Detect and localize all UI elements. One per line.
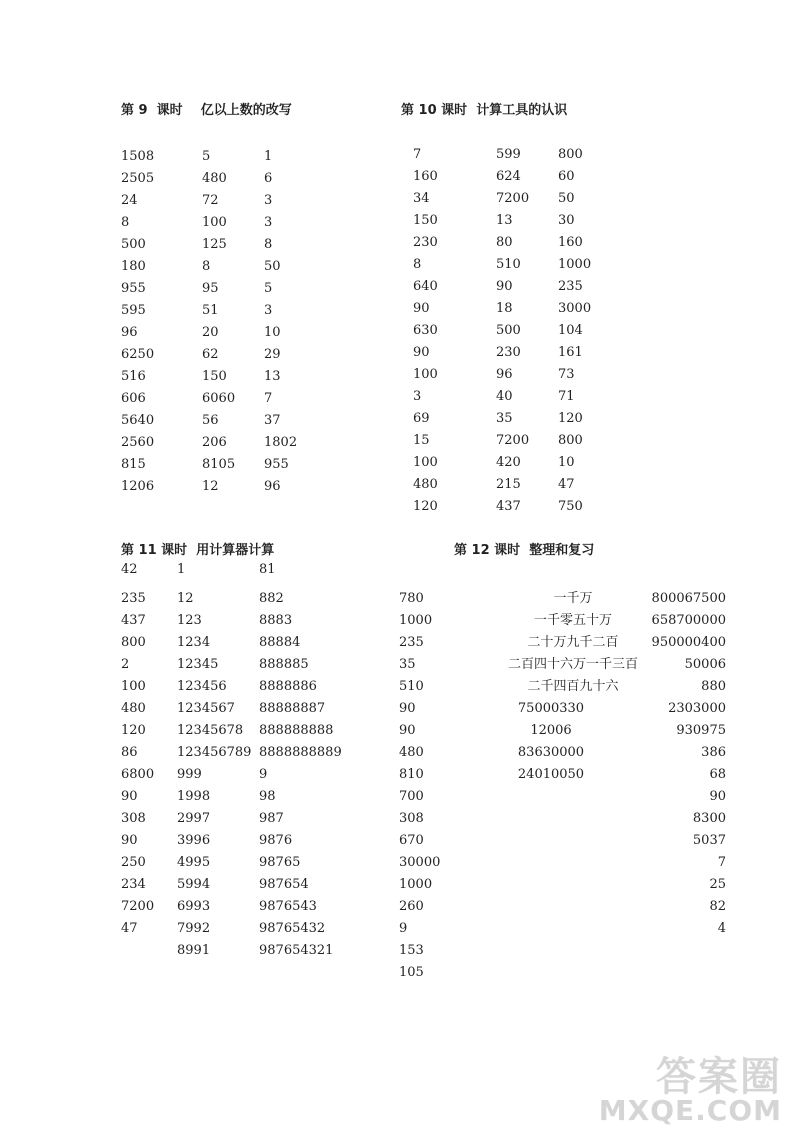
cell: 96 <box>264 479 281 494</box>
cell: 6250 <box>121 347 155 362</box>
cell: 8 <box>202 259 211 274</box>
cell: 10 <box>558 455 575 470</box>
cell: 1000 <box>558 257 592 272</box>
cell: 250 <box>121 855 146 870</box>
cell: 90 <box>121 789 138 804</box>
cell: 96 <box>496 367 513 382</box>
cell: 9876543 <box>259 899 317 914</box>
cell: 800 <box>558 147 583 162</box>
cell: 882 <box>259 591 284 606</box>
cell: 6993 <box>177 899 211 914</box>
section12-heading: 第 12 课时 整理和复习 <box>454 543 595 558</box>
cell: 30 <box>558 213 575 228</box>
cell: 206 <box>202 435 227 450</box>
cell: 40 <box>496 389 513 404</box>
cell: 125 <box>202 237 227 252</box>
cell: 2303000 <box>668 701 726 716</box>
cell: 1206 <box>121 479 155 494</box>
cell: 2997 <box>177 811 211 826</box>
cell: 516 <box>121 369 146 384</box>
cell: 12006 <box>530 723 572 738</box>
s11-first-c: 81 <box>259 562 276 577</box>
cell: 95 <box>202 281 219 296</box>
cell: 90 <box>399 701 416 716</box>
cell: 930975 <box>676 723 726 738</box>
cell: 6 <box>264 171 273 186</box>
cell: 35 <box>399 657 416 672</box>
cell: 100 <box>121 679 146 694</box>
cell: 3 <box>264 193 273 208</box>
cell: 5994 <box>177 877 211 892</box>
cell: 1234 <box>177 635 211 650</box>
cell: 100 <box>413 367 438 382</box>
cell: 5037 <box>692 833 726 848</box>
cell: 20 <box>202 325 219 340</box>
cell: 150 <box>202 369 227 384</box>
s9-col2 <box>202 146 235 498</box>
cell: 12 <box>202 479 219 494</box>
cell: 1234567 <box>177 701 235 716</box>
cell: 9876 <box>259 833 293 848</box>
s11-col4 <box>399 588 440 984</box>
cell: 72 <box>202 193 219 208</box>
cell: 47 <box>121 921 138 936</box>
cell: 955 <box>264 457 289 472</box>
watermark <box>598 1054 782 1127</box>
cell: 230 <box>496 345 521 360</box>
cell: 68 <box>709 767 726 782</box>
s10-col2 <box>496 144 529 518</box>
cell: 420 <box>496 455 521 470</box>
cell: 二十万九千二百 <box>527 635 619 650</box>
cell: 1508 <box>121 149 155 164</box>
cell: 60 <box>558 169 575 184</box>
cell: 7 <box>264 391 273 406</box>
s9-col3 <box>264 146 297 498</box>
cell: 180 <box>121 259 146 274</box>
cell: 12 <box>177 591 194 606</box>
cell: 215 <box>496 477 521 492</box>
cell: 24 <box>121 193 138 208</box>
cell: 480 <box>121 701 146 716</box>
cell: 800067500 <box>651 591 726 606</box>
cell: 888888888 <box>259 723 334 738</box>
cell: 98 <box>259 789 276 804</box>
section10-heading: 第 10 课时 计算工具的认识 <box>401 103 568 118</box>
cell: 98765 <box>259 855 301 870</box>
cell: 88884 <box>259 635 301 650</box>
cell: 3996 <box>177 833 211 848</box>
cell: 71 <box>558 389 575 404</box>
cell: 606 <box>121 391 146 406</box>
cell: 260 <box>399 899 424 914</box>
cell: 69 <box>413 411 430 426</box>
cell: 510 <box>399 679 424 694</box>
cell: 12345678 <box>177 723 244 738</box>
cell: 104 <box>558 323 583 338</box>
cell: 24010050 <box>517 767 585 782</box>
cell: 880 <box>701 679 726 694</box>
cell: 一千零五十万 <box>533 613 612 628</box>
cell: 88888887 <box>259 701 326 716</box>
cell: 7200 <box>121 899 155 914</box>
cell: 4 <box>717 921 726 936</box>
cell: 82 <box>709 899 726 914</box>
s12-col-right <box>630 588 726 940</box>
cell: 810 <box>399 767 424 782</box>
cell: 51 <box>202 303 219 318</box>
cell: 5 <box>264 281 273 296</box>
cell: 3 <box>413 389 422 404</box>
cell: 987654 <box>259 877 309 892</box>
cell: 160 <box>413 169 438 184</box>
cell: 10 <box>264 325 281 340</box>
cell: 1802 <box>264 435 298 450</box>
cell: 6060 <box>202 391 236 406</box>
cell: 34 <box>413 191 430 206</box>
cell: 480 <box>413 477 438 492</box>
cell: 437 <box>496 499 521 514</box>
s10-col1 <box>413 144 438 518</box>
cell: 90 <box>413 345 430 360</box>
section11-heading: 第 11 课时 用计算器计算 <box>121 543 275 558</box>
cell: 6800 <box>121 767 155 782</box>
cell: 120 <box>558 411 583 426</box>
s11-col3 <box>259 588 342 962</box>
cell: 13 <box>496 213 513 228</box>
watermark-url: MXQE.COM <box>598 1094 782 1127</box>
cell: 12345 <box>177 657 219 672</box>
cell: 86 <box>121 745 138 760</box>
cell: 100 <box>413 455 438 470</box>
cell: 1 <box>264 149 273 164</box>
cell: 2505 <box>121 171 155 186</box>
cell: 780 <box>399 591 424 606</box>
cell: 120 <box>121 723 146 738</box>
cell: 123456 <box>177 679 227 694</box>
cell: 123456789 <box>177 745 252 760</box>
cell: 510 <box>496 257 521 272</box>
cell: 3 <box>264 215 273 230</box>
cell: 700 <box>399 789 424 804</box>
cell: 二百四十六万一千三百 <box>507 657 638 672</box>
cell: 150 <box>413 213 438 228</box>
cell: 90 <box>413 301 430 316</box>
cell: 8 <box>413 257 422 272</box>
s11-col1 <box>121 588 154 940</box>
cell: 230 <box>413 235 438 250</box>
cell: 29 <box>264 347 281 362</box>
cell: 90 <box>496 279 513 294</box>
cell: 5640 <box>121 413 155 428</box>
cell: 50 <box>558 191 575 206</box>
cell: 599 <box>496 147 521 162</box>
cell: 8 <box>121 215 130 230</box>
cell: 800 <box>121 635 146 650</box>
cell: 120 <box>413 499 438 514</box>
cell: 987 <box>259 811 284 826</box>
cell: 8883 <box>259 613 293 628</box>
cell: 8991 <box>177 943 211 958</box>
cell: 98765432 <box>259 921 326 936</box>
cell: 500 <box>121 237 146 252</box>
cell: 9 <box>259 767 268 782</box>
cell: 3000 <box>558 301 592 316</box>
cell: 37 <box>264 413 281 428</box>
cell: 105 <box>399 965 424 980</box>
cell: 83630000 <box>517 745 585 760</box>
cell: 90 <box>121 833 138 848</box>
s11-first-b: 1 <box>177 562 186 577</box>
cell: 7200 <box>496 191 530 206</box>
cell: 480 <box>399 745 424 760</box>
cell: 658700000 <box>651 613 726 628</box>
cell: 888885 <box>259 657 309 672</box>
cell: 235 <box>121 591 146 606</box>
cell: 50006 <box>684 657 726 672</box>
s12-numbers-left <box>501 698 601 786</box>
cell: 1998 <box>177 789 211 804</box>
cell: 8105 <box>202 457 236 472</box>
cell: 3 <box>264 303 273 318</box>
section9-heading: 第 9 课时 亿以上数的改写 <box>121 103 292 118</box>
s10-col3 <box>558 144 591 518</box>
cell: 153 <box>399 943 424 958</box>
cell: 480 <box>202 171 227 186</box>
cell: 500 <box>496 323 521 338</box>
cell: 62 <box>202 347 219 362</box>
cell: 123 <box>177 613 202 628</box>
cell: 96 <box>121 325 138 340</box>
cell: 8 <box>264 237 273 252</box>
cell: 二千四百九十六 <box>527 679 619 694</box>
cell: 30000 <box>399 855 441 870</box>
cell: 8888888889 <box>259 745 342 760</box>
cell: 13 <box>264 369 281 384</box>
s11-first-a: 42 <box>121 562 138 577</box>
cell: 955 <box>121 281 146 296</box>
cell: 一千万 <box>553 591 593 606</box>
cell: 815 <box>121 457 146 472</box>
watermark-logo: 答案圈 <box>656 1054 782 1100</box>
cell: 161 <box>558 345 583 360</box>
cell: 47 <box>558 477 575 492</box>
cell: 999 <box>177 767 202 782</box>
cell: 308 <box>121 811 146 826</box>
cell: 8300 <box>692 811 726 826</box>
cell: 437 <box>121 613 146 628</box>
cell: 160 <box>558 235 583 250</box>
cell: 950000400 <box>651 635 726 650</box>
cell: 1000 <box>399 877 433 892</box>
cell: 7 <box>413 147 422 162</box>
cell: 7 <box>717 855 726 870</box>
cell: 670 <box>399 833 424 848</box>
cell: 50 <box>264 259 281 274</box>
cell: 2560 <box>121 435 155 450</box>
cell: 234 <box>121 877 146 892</box>
cell: 90 <box>399 723 416 738</box>
cell: 308 <box>399 811 424 826</box>
cell: 640 <box>413 279 438 294</box>
cell: 4995 <box>177 855 211 870</box>
cell: 5 <box>202 149 211 164</box>
cell: 386 <box>701 745 726 760</box>
cell: 15 <box>413 433 430 448</box>
cell: 35 <box>496 411 513 426</box>
cell: 595 <box>121 303 146 318</box>
cell: 18 <box>496 301 513 316</box>
cell: 9 <box>399 921 408 936</box>
s11-col2 <box>177 588 251 962</box>
cell: 235 <box>399 635 424 650</box>
cell: 8888886 <box>259 679 317 694</box>
cell: 80 <box>496 235 513 250</box>
cell: 987654321 <box>259 943 334 958</box>
cell: 750 <box>558 499 583 514</box>
cell: 25 <box>709 877 726 892</box>
cell: 1000 <box>399 613 433 628</box>
cell: 800 <box>558 433 583 448</box>
cell: 73 <box>558 367 575 382</box>
cell: 235 <box>558 279 583 294</box>
cell: 56 <box>202 413 219 428</box>
cell: 7200 <box>496 433 530 448</box>
cell: 624 <box>496 169 521 184</box>
cell: 75000330 <box>517 701 585 716</box>
cell: 2 <box>121 657 130 672</box>
cell: 100 <box>202 215 227 230</box>
s9-col1 <box>121 146 154 498</box>
cell: 7992 <box>177 921 211 936</box>
cell: 90 <box>709 789 726 804</box>
cell: 630 <box>413 323 438 338</box>
